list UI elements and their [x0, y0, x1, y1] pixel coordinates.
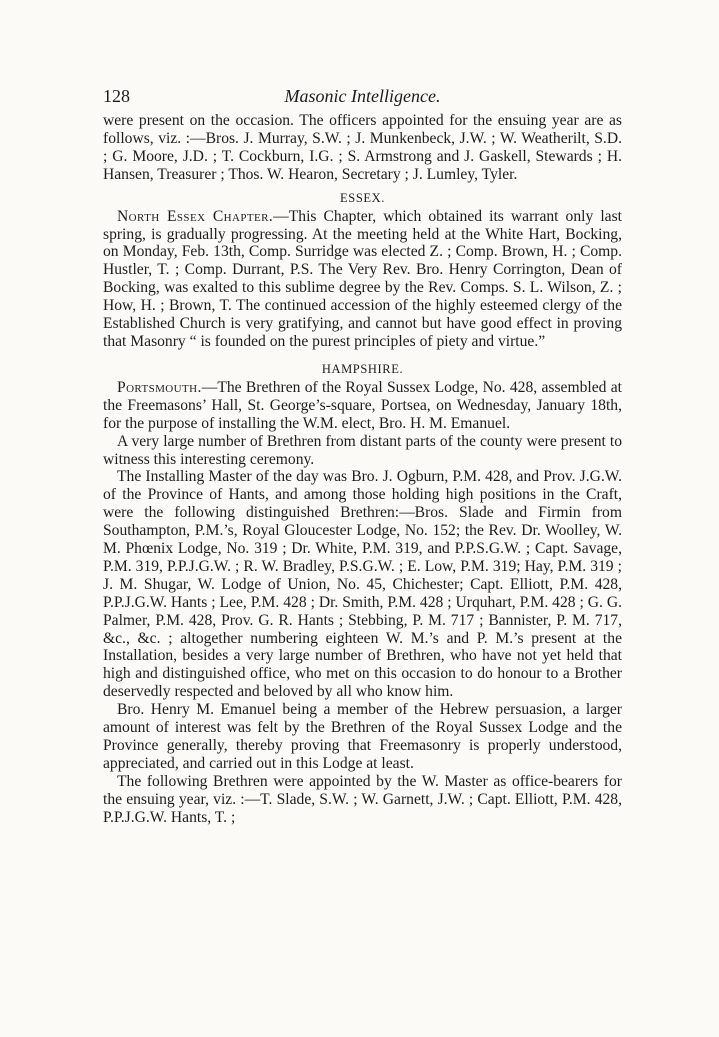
page-number: 128 — [103, 86, 130, 106]
lead-portsmouth: Portsmouth. — [117, 378, 202, 396]
paragraph-officers: were present on the occasion. The officers appointed for the ensuing year are as follows, viz. :—Bros. J. Murray, S.W. ; J. Munkenbeck, J.W. ; W. Weatherilt, S.D. ; G. Moore, J.D. ; T. Cockburn, I.G. ; S. Armstrong and J. Gaskell, Stewards ; H. Hansen, Treasurer ; Thos. W. Hearon, Secretary ; J. Lumley, Tyler. — [103, 112, 622, 183]
page-header — [103, 86, 622, 112]
paragraph-office-bearers: The following Brethren were appointed by the W. Master as office-bearers for the ensuing year, viz. :—T. Slade, S.W. ; W. Garnett, J.W. ; Capt. Elliott, P.M. 428, P.P.J.G.W. Hants, T. ; — [103, 772, 622, 826]
paragraph-north-essex — [103, 208, 622, 351]
paragraph-portsmouth-text: —The Brethren of the Royal Sussex Lodge, No. 428, assembled at the Freemasons’ Hall, St. George’s-square, Portsea, on Wednesday, January 18th, for the purpose of installing the W.M. elect, Bro. H. M. Emanuel. — [103, 378, 622, 432]
paragraph-portsmouth — [103, 379, 622, 433]
paragraph-emanuel: Bro. Henry M. Emanuel being a member of the Hebrew persuasion, a larger amount of interest was felt by the Brethren of the Royal Sussex Lodge and the Province generally, thereby proving that Freemasonry is properly understood, appreciated, and carried out in this Lodge at least. — [103, 701, 622, 772]
running-title: Masonic Intelligence. — [284, 86, 441, 106]
paragraph-attendance: A very large number of Brethren from distant parts of the county were present to witness this interesting ceremony. — [103, 432, 622, 468]
section-heading-essex: ESSEX. — [340, 190, 385, 205]
lead-north-essex-chapter: North Essex Chapter. — [117, 207, 274, 225]
book-page — [103, 86, 622, 827]
article-body — [103, 112, 622, 827]
paragraph-north-essex-text: —This Chapter, which obtained its warrant only last spring, is gradually progressing. At the meeting held at the White Hart, Bocking, on Monday, Feb. 13th, Comp. Surridge was elected Z. ; Comp. Brown, H. ; Comp. Hustler, T. ; Comp. Durrant, P.S. The Very Rev. Bro. Henry Corrington, Dean of Bocking, was exalted to this sublime degree by the Rev. Comps. S. L. Wilson, Z. ; How, H. ; Brown, T. The continued accession of the highly esteemed clergy of the Established Church is very gratifying, and cannot but have good effect in proving that Masonry “ is founded on the purest principles of piety and virtue.” — [103, 207, 622, 350]
section-heading-hampshire: HAMPSHIRE. — [321, 361, 404, 376]
paragraph-installing-master: The Installing Master of the day was Bro. J. Ogburn, P.M. 428, and Prov. J.G.W. of the Province of Hants, and among those holding high positions in the Craft, were the following distinguished Brethren:—Bros. Slade and Firmin from Southampton, P.M.’s, Royal Gloucester Lodge, No. 152; the Rev. Dr. Woolley, W. M. Phœnix Lodge, No. 319 ; Dr. White, P.M. 319, and P.P.S.G.W. ; Capt. Savage, P.M. 319, P.P.J.G.W. ; R. W. Bradley, P.S.G.W. ; E. Low, P.M. 319; Hay, P.M. 319 ; J. M. Shugar, W. Lodge of Union, No. 45, Chichester; Capt. Elliott, P.M. 428, P.P.J.G.W. Hants ; Lee, P.M. 428 ; Dr. Smith, P.M. 428 ; Urquhart, P.M. 428 ; G. G. Palmer, P.M. 428, Prov. G. R. Hants ; Stebbing, P. M. 717 ; Bannister, P. M. 717, &c., &c. ; altogether numbering eighteen W. M.’s and P. M.’s present at the Installation, besides a very large number of Brethren, who have not yet held that high and distinguished office, who met on this occasion to do honour to a Brother deservedly respected and beloved by all who know him. — [103, 468, 622, 701]
